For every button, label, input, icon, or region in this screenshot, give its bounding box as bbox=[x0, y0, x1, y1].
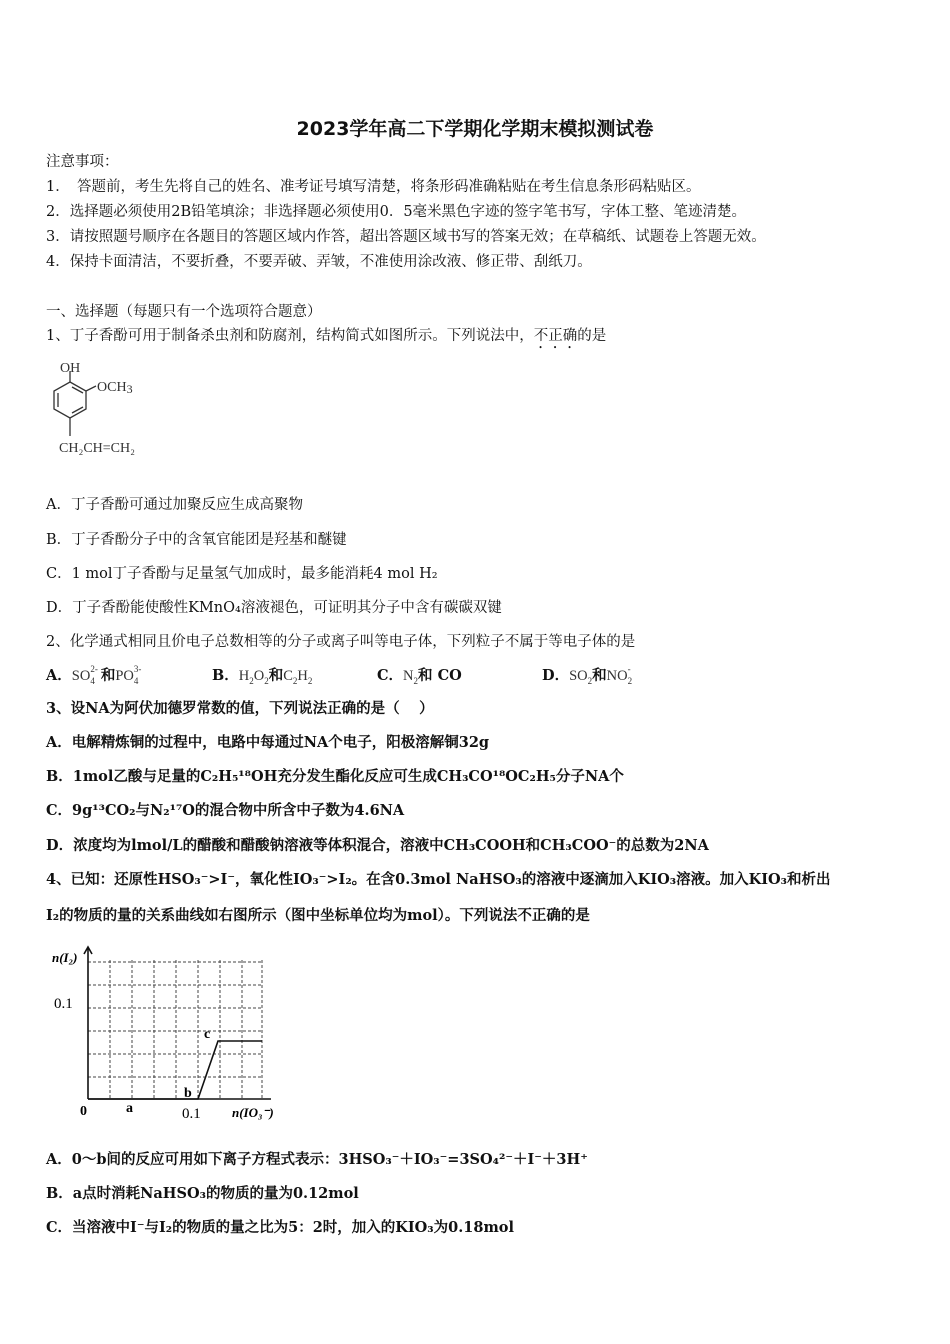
graph-curve bbox=[88, 1041, 262, 1099]
section-heading: 一、选择题（每题只有一个选项符合题意） bbox=[46, 304, 322, 320]
q1-option-b: B．丁子香酚分子中的含氧官能团是羟基和醚键 bbox=[46, 532, 347, 548]
eugenol-structure bbox=[46, 356, 176, 464]
q1-option-a: A．丁子香酚可通过加聚反应生成高聚物 bbox=[46, 497, 303, 513]
q3-stem: 3、设NA为阿伏加德罗常数的值，下列说法正确的是（ ） bbox=[46, 700, 434, 717]
allyl-chain-label: CH₂CH=CH₂ bbox=[59, 441, 136, 456]
graph-x-label: n(IO₃⁻) bbox=[232, 1105, 274, 1120]
och3-label: OCH3 bbox=[97, 380, 133, 396]
q1-stem-emphasis: 不正确 bbox=[533, 328, 578, 344]
q4-option-a: A．0～b间的反应可用如下离子方程式表示：3HSO₃⁻＋IO₃⁻=3SO₄²⁻＋I⁻＋3H⁺ bbox=[46, 1151, 588, 1168]
graph-point-a: a bbox=[126, 1101, 133, 1116]
q3-option-d: D．浓度均为lmol/L的醋酸和醋酸钠溶液等体积混合，溶液中CH₃COOH和CH₃COO⁻的总数为2NA bbox=[46, 837, 709, 854]
iodine-graph bbox=[46, 944, 286, 1126]
q2-option-a: A．SO 2- $_4$ 和PO 3- $_4$ bbox=[46, 664, 142, 686]
q2-option-c: C．$N_2$和 CO bbox=[377, 667, 462, 686]
q3-option-b: B．1mol乙酸与足量的C₂H₅¹⁸OH充分发生酯化反应可生成CH₃CO¹⁸OC₂H₅分子NA个 bbox=[46, 768, 624, 785]
oh-label: OH bbox=[60, 361, 81, 376]
q4-stem-line2: I₂的物质的量的关系曲线如右图所示（图中坐标单位均为mol）。下列说法不正确的是 bbox=[46, 907, 590, 924]
page-title: 2023学年高二下学期化学期末模拟测试卷 bbox=[296, 118, 654, 140]
q1-option-c: C．1 mol丁子香酚与足量氢气加成时，最多能消耗4 mol H₂ bbox=[46, 566, 438, 582]
notice-item-1: 1． 答题前，考生先将自己的姓名、准考证号填写清楚，将条形码准确粘贴在考生信息条形码粘贴区。 bbox=[46, 179, 701, 195]
graph-y-tick: 0.1 bbox=[54, 996, 73, 1012]
q2-option-b: B．$H_2O_2$和$C_2H_2$ bbox=[212, 667, 313, 686]
graph-point-c: c bbox=[204, 1027, 211, 1042]
q1-stem bbox=[46, 326, 606, 352]
graph-x-tick: 0.1 bbox=[182, 1106, 201, 1122]
q4-stem-line1: 4、已知：还原性HSO₃⁻>I⁻，氧化性IO₃⁻>I₂。在含0.3mol NaHSO₃的溶液中逐滴加入KIO₃溶液。加入KIO₃和析出 bbox=[46, 871, 831, 888]
q3-option-c: C．9g¹³CO₂与N₂¹⁷O的混合物中所含中子数为4.6NA bbox=[46, 802, 405, 819]
notice-item-3: 3．请按照题号顺序在各题目的答题区域内作答，超出答题区域书写的答案无效；在草稿纸、试题卷上答题无效。 bbox=[46, 229, 766, 245]
notice-item-4: 4．保持卡面清洁，不要折叠，不要弄破、弄皱，不准使用涂改液、修正带、刮纸刀。 bbox=[46, 254, 592, 270]
q4-option-c: C．当溶液中I⁻与I₂的物质的量之比为5：2时，加入的KIO₃为0.18mol bbox=[46, 1219, 514, 1236]
q3-option-a: A．电解精炼铜的过程中，电路中每通过NA个电子，阳极溶解铜32g bbox=[46, 734, 490, 751]
q1-stem-post: 的是 bbox=[577, 328, 607, 344]
q1-stem-pre: 1、丁子香酚可用于制备杀虫剂和防腐剂，结构简式如图所示。下列说法中， bbox=[46, 328, 534, 344]
q1-option-d: D．丁子香酚能使酸性KMnO₄溶液褪色，可证明其分子中含有碳碳双键 bbox=[46, 600, 502, 616]
notice-heading: 注意事项： bbox=[46, 154, 119, 170]
q2-option-d: D．$SO_2$和NO - $_2$ bbox=[542, 664, 633, 686]
graph-grid bbox=[88, 960, 262, 1099]
graph-point-b: b bbox=[184, 1086, 192, 1101]
q4-option-b: B．a点时消耗NaHSO₃的物质的量为0.12mol bbox=[46, 1185, 359, 1202]
graph-y-label: n(I₂) bbox=[52, 950, 78, 965]
graph-origin: 0 bbox=[80, 1104, 87, 1119]
notice-item-2: 2．选择题必须使用2B铅笔填涂；非选择题必须使用0．5毫米黑色字迹的签字笔书写，字体工整、笔迹清楚。 bbox=[46, 204, 747, 220]
q2-stem: 2、化学通式相同且价电子总数相等的分子或离子叫等电子体，下列粒子不属于等电子体的是 bbox=[46, 634, 636, 650]
